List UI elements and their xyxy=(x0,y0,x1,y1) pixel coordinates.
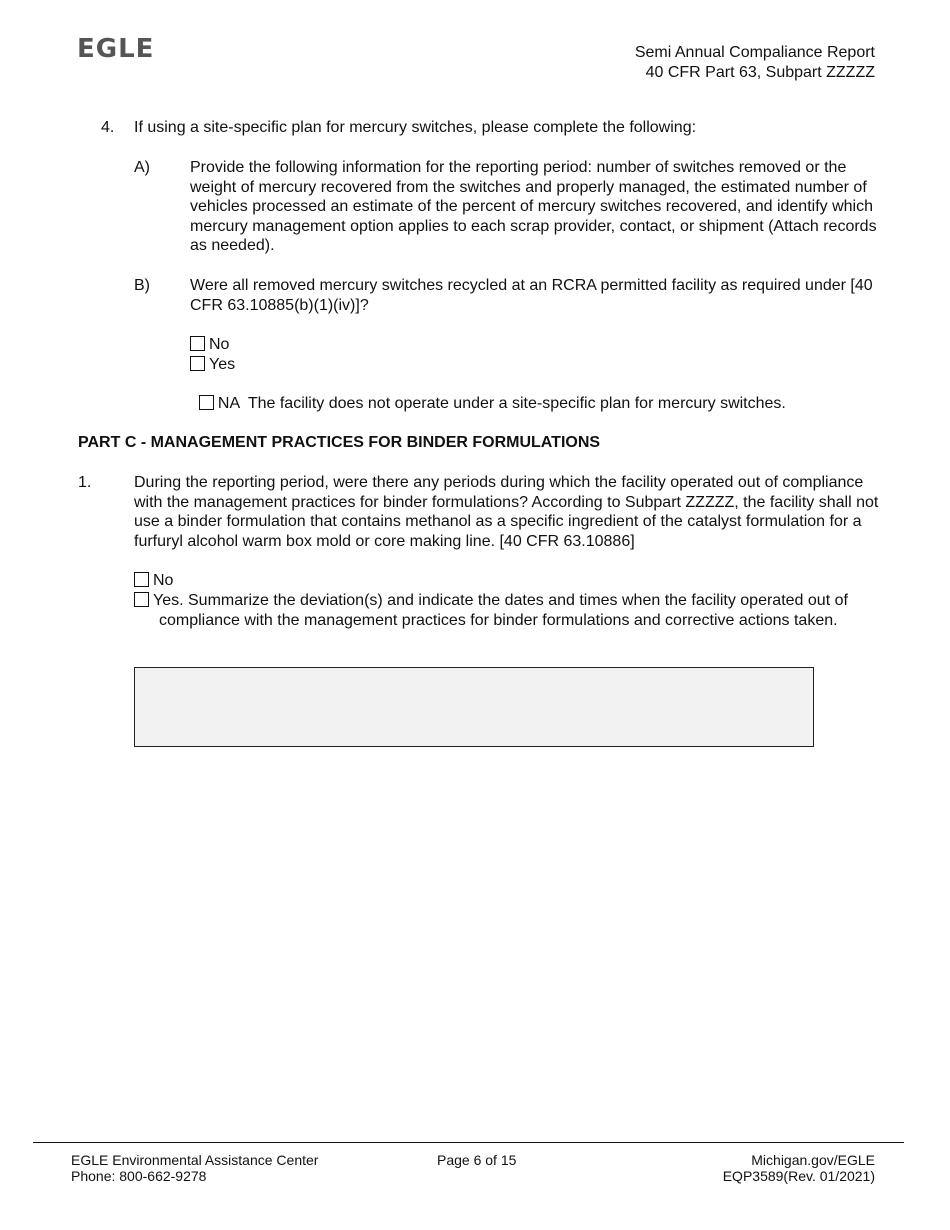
c1-number: 1. xyxy=(78,474,92,491)
q4b-option-yes[interactable] xyxy=(190,355,235,375)
c1-option-yes[interactable] xyxy=(134,591,864,630)
checkbox[interactable] xyxy=(199,395,214,410)
footer-left xyxy=(71,1152,318,1184)
q4b-option-no[interactable] xyxy=(190,335,229,355)
footer-right xyxy=(723,1152,875,1184)
footer-site: Michigan.gov/EGLE xyxy=(751,1152,875,1168)
q4b-option-na[interactable] xyxy=(190,374,786,413)
checkbox[interactable] xyxy=(134,592,149,607)
option-label: No xyxy=(209,336,230,353)
report-subtitle: 40 CFR Part 63, Subpart ZZZZZ xyxy=(645,64,875,81)
report-title: Semi Annual Compaliance Report xyxy=(634,44,875,61)
option-label: Yes. Summarize the deviation(s) and indicate the dates and times when the facility operated out of compliance with the management practices for binder formulations and corrective actions taken. xyxy=(153,592,848,629)
option-label: NA The facility does not operate under a site-specific plan for mercury switches. xyxy=(217,394,786,412)
footer-form-id: EQP3589(Rev. 01/2021) xyxy=(722,1168,875,1184)
c1-option-no[interactable] xyxy=(134,571,173,591)
q4-number: 4. xyxy=(101,119,115,136)
option-label: No xyxy=(153,572,174,589)
footer-page-number: Page 6 of 15 xyxy=(437,1152,517,1168)
footer-org: EGLE Environmental Assistance Center xyxy=(71,1152,319,1168)
part-c-title: PART C - MANAGEMENT PRACTICES FOR BINDER FORMULATIONS xyxy=(78,434,601,451)
checkbox[interactable] xyxy=(190,356,205,371)
deviation-summary-field[interactable] xyxy=(134,667,814,747)
checkbox[interactable] xyxy=(190,336,205,351)
report-header xyxy=(635,43,875,83)
footer-phone: Phone: 800-662-9278 xyxy=(71,1168,207,1184)
q4a-label: A) xyxy=(134,159,150,176)
c1-text: During the reporting period, were there any periods during which the facility operated out of compliance with the management practices for binder formulations? According to Subpart ZZZZZ, the facility shall not use a binder formulation that contains methanol as a specific ingredient of the catalyst formulation for a furfuryl alcohol warm box mold or core making line. [40 CFR 63.10886] xyxy=(134,474,879,550)
footer-divider xyxy=(33,1142,904,1143)
checkbox[interactable] xyxy=(134,572,149,587)
q4b-label: B) xyxy=(134,277,150,294)
egle-logo: EGLE xyxy=(77,34,155,64)
q4-text: If using a site-specific plan for mercury switches, please complete the following: xyxy=(134,119,697,136)
q4a-text: Provide the following information for the reporting period: number of switches removed or the weight of mercury recovered from the switches and properly managed, the estimated number of vehicles processed an estimate of the percent of mercury switches recovered, and identify which mercury management option applies to each scrap provider, contact, or shipment (Attach records as needed). xyxy=(190,159,877,254)
option-label: Yes xyxy=(209,356,236,373)
q4b-text: Were all removed mercury switches recycled at an RCRA permitted facility as required under [40 CFR 63.10885(b)(1)(iv)]? xyxy=(190,277,873,314)
